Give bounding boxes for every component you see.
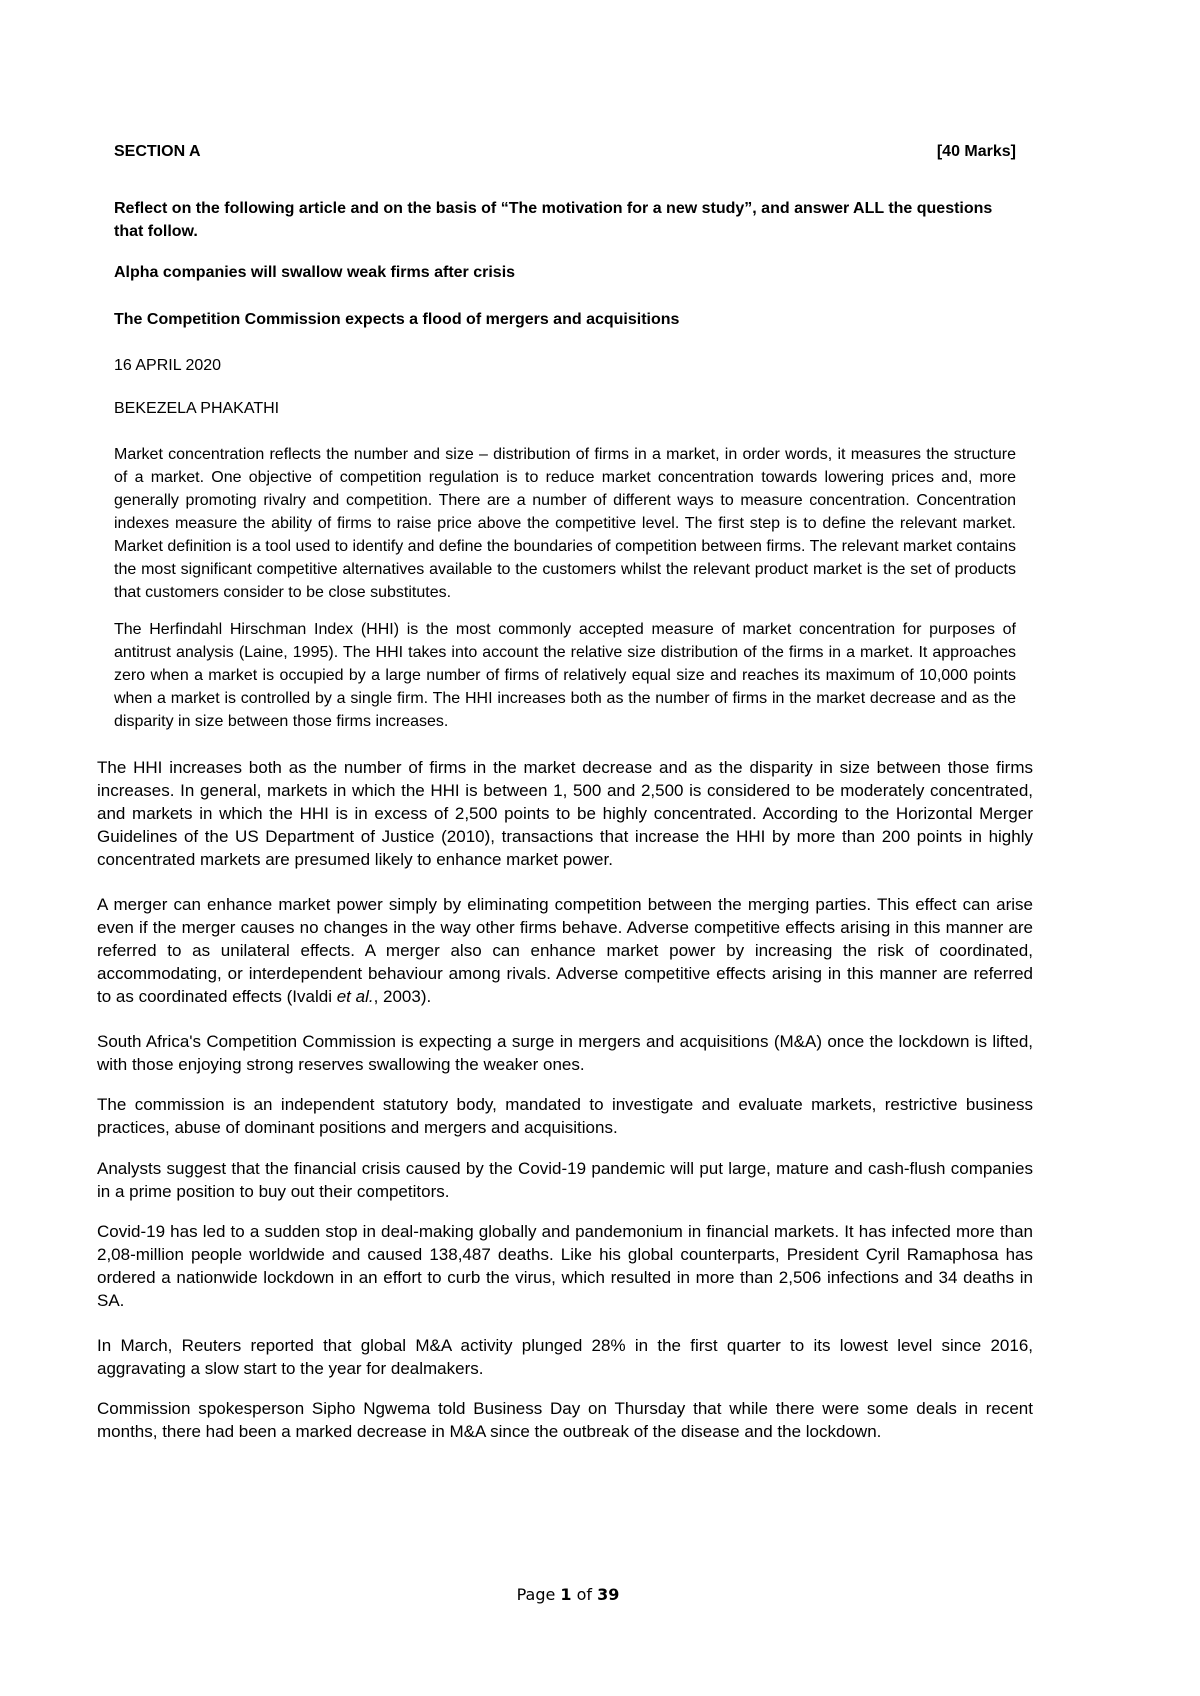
page-number: 1 bbox=[560, 1585, 572, 1604]
section-title: SECTION A bbox=[114, 143, 201, 160]
paragraph-commission-expects: South Africa's Competition Commission is expecting a surge in mergers and acquisitions (M&A) once the lockdown is lifted, with those enjoying strong reserves swallowing the weaker ones. bbox=[97, 1032, 1033, 1074]
section-marks: [40 Marks] bbox=[936, 143, 1016, 160]
paragraph-covid: Covid-19 has led to a sudden stop in deal-making globally and pandemonium in financial markets. It has infected more than 2,08-million people worldwide and caused 138,487 deaths. Like his global counterparts, President Cyril Ramaphosa has ordered a nationwide lockdown in an effort to curb the virus, which resulted in more than 2,506 infections and 34 deaths in SA. bbox=[97, 1222, 1033, 1310]
page-footer bbox=[0, 1585, 1136, 1604]
page-total: 39 bbox=[597, 1585, 620, 1604]
page-word: Page bbox=[516, 1585, 561, 1604]
paragraph-spokesperson: Commission spokesperson Sipho Ngwema told Business Day on Thursday that while there were some deals in recent months, there had been a marked decrease in M&A since the outbreak of the disease and the lockdown. bbox=[97, 1399, 1033, 1441]
article-headline: Alpha companies will swallow weak firms after crisis bbox=[114, 264, 516, 281]
of-word: of bbox=[571, 1585, 598, 1604]
paragraph-market-concentration: Market concentration reflects the number and size – distribution of firms in a market, in order words, it measures the structure of a market. One objective of competition regulation is to reduce market concentration towards lowering prices and, more generally promoting rivalry and competition. There are a number of different ways to measure concentration. Concentration indexes measure the ability of firms to raise price above the competitive level. The first step is to define the relevant market. Market definition is a tool used to identify and define the boundaries of competition between firms. The relevant market contains the most significant competitive alternatives available to the customers whilst the relevant product market is the set of products that customers consider to be close substitutes. bbox=[114, 446, 1016, 601]
paragraph-analysts: Analysts suggest that the financial crisis caused by the Covid-19 pandemic will put large, mature and cash-flush companies in a prime position to buy out their competitors. bbox=[97, 1159, 1033, 1201]
paragraph-hhi-definition: The Herfindahl Hirschman Index (HHI) is the most commonly accepted measure of market concentration for purposes of antitrust analysis (Laine, 1995). The HHI takes into account the relative size distribution of the firms in a market. It approaches zero when a market is occupied by a large number of firms of relatively equal size and reaches its maximum of 10,000 points when a market is controlled by a single firm. The HHI increases both as the number of firms in the market decrease and as the disparity in size between those firms increases. bbox=[114, 621, 1016, 730]
paragraph-hhi-thresholds: The HHI increases both as the number of firms in the market decrease and as the disparity in size between those firms increases. In general, markets in which the HHI is between 1, 500 and 2,500 is considered to be moderately concentrated, and markets in which the HHI is in excess of 2,500 points to be highly concentrated. According to the Horizontal Merger Guidelines of the US Department of Justice (2010), transactions that increase the HHI by more than 200 points in highly concentrated markets are presumed likely to enhance market power. bbox=[97, 758, 1033, 869]
article-subheadline: The Competition Commission expects a flood of mergers and acquisitions bbox=[114, 311, 680, 328]
article-date: 16 APRIL 2020 bbox=[114, 357, 222, 374]
paragraph-reuters: In March, Reuters reported that global M&A activity plunged 28% in the first quarter to its lowest level since 2016, aggravating a slow start to the year for dealmakers. bbox=[97, 1336, 1033, 1378]
citation-et-al: et al. bbox=[336, 987, 374, 1006]
instruction-text: Reflect on the following article and on the basis of “The motivation for a new study”, and answer ALL the questions that follow. bbox=[114, 200, 993, 240]
citation-year: , 2003). bbox=[373, 987, 432, 1006]
paragraph-merger-effects bbox=[97, 893, 1033, 1008]
section-header bbox=[114, 143, 1016, 161]
merger-effects-text: A merger can enhance market power simply by eliminating competition between the merging parties. This effect can arise even if the merger causes no changes in the way other firms behave. Adverse competitive effects arising in this manner are referred to as unilateral effects. A merger also can enhance market power by increasing the risk of coordinated, accommodating, or interdependent behaviour among rivals. Adverse competitive effects arising in this manner are referred to as coordinated effects (Ivaldi bbox=[97, 895, 1033, 1006]
paragraph-commission-role: The commission is an independent statutory body, mandated to investigate and evaluate markets, restrictive business practices, abuse of dominant positions and mergers and acquisitions. bbox=[97, 1095, 1033, 1137]
article-author: BEKEZELA PHAKATHI bbox=[114, 400, 280, 417]
